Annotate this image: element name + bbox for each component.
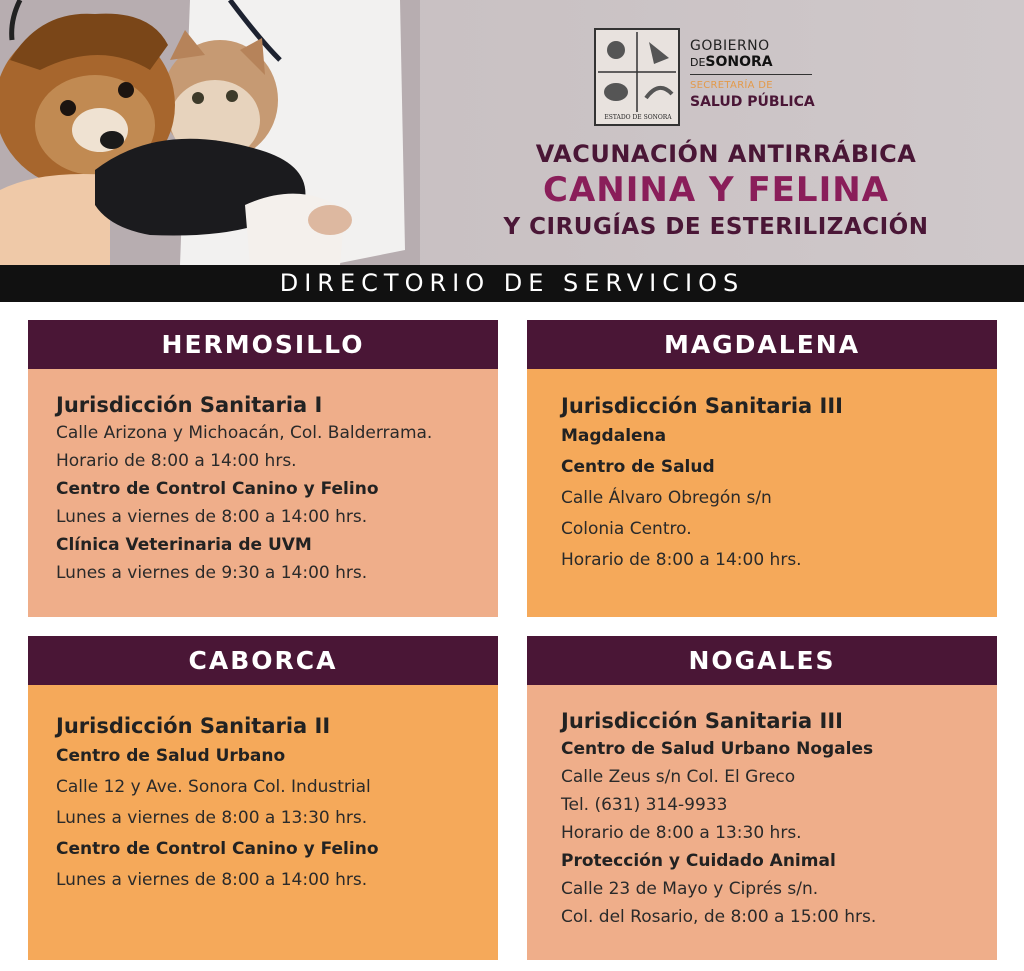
gov-de: DE	[690, 56, 706, 69]
card-line: Lunes a viernes de 9:30 a 14:00 hrs.	[56, 563, 368, 583]
card-line: Lunes a viernes de 8:00 a 13:30 hrs.	[56, 808, 368, 828]
directory-band: DIRECTORIO DE SERVICIOS	[0, 265, 1024, 302]
header-banner	[0, 0, 1024, 265]
card-line: Clínica Veterinaria de UVM	[56, 535, 312, 555]
card-line: Magdalena	[561, 426, 667, 446]
card-line: Horario de 8:00 a 14:00 hrs.	[561, 550, 802, 570]
card-body	[28, 685, 498, 960]
card-line: Lunes a viernes de 8:00 a 14:00 hrs.	[56, 507, 368, 527]
card-caborca	[28, 636, 498, 960]
title-line2: CANINA Y FELINA	[543, 170, 889, 210]
card-body	[28, 369, 498, 617]
card-line: Col. del Rosario, de 8:00 a 15:00 hrs.	[561, 907, 877, 927]
logo-divider	[690, 74, 812, 75]
title-line3: Y CIRUGÍAS DE ESTERILIZACIÓN	[503, 214, 929, 240]
card-line: Jurisdicción Sanitaria III	[561, 709, 843, 733]
card-line: Centro de Salud Urbano	[56, 746, 286, 766]
card-line: Horario de 8:00 a 13:30 hrs.	[561, 823, 802, 843]
card-line: Calle 12 y Ave. Sonora Col. Industrial	[56, 777, 371, 797]
card-line: Jurisdicción Sanitaria II	[56, 714, 331, 738]
card-nogales	[527, 636, 997, 960]
card-line: Centro de Control Canino y Felino	[56, 479, 379, 499]
gov-sonora: SONORA	[705, 54, 773, 70]
card-line: Horario de 8:00 a 14:00 hrs.	[56, 451, 297, 471]
card-line: Centro de Salud	[561, 457, 715, 477]
seal-text: ESTADO DE SONORA	[604, 114, 672, 121]
card-line: Colonia Centro.	[561, 519, 692, 539]
puppy-and-kitten-photo	[0, 0, 420, 265]
card-line: Calle 23 de Mayo y Ciprés s/n.	[561, 879, 819, 899]
government-logo	[594, 28, 854, 128]
sec-line2: SALUD PÚBLICA	[690, 94, 815, 110]
card-line: Jurisdicción Sanitaria III	[561, 394, 843, 418]
card-line: Centro de Control Canino y Felino	[56, 839, 379, 859]
gov-line1: GOBIERNO	[690, 38, 770, 54]
card-heading: CABORCA	[28, 636, 498, 685]
card-hermosillo	[28, 320, 498, 617]
card-line: Tel. (631) 314-9933	[561, 795, 728, 815]
card-heading: MAGDALENA	[527, 320, 997, 369]
card-heading: HERMOSILLO	[28, 320, 498, 369]
card-line: Lunes a viernes de 8:00 a 14:00 hrs.	[56, 870, 368, 890]
title-line1: VACUNACIÓN ANTIRRÁBICA	[535, 140, 917, 168]
card-body	[527, 369, 997, 617]
card-line: Calle Arizona y Michoacán, Col. Balderrama.	[56, 423, 433, 443]
card-body	[527, 685, 997, 960]
sec-line1: SECRETARÍA DE	[690, 80, 773, 91]
card-line: Centro de Salud Urbano Nogales	[561, 739, 874, 759]
card-line: Protección y Cuidado Animal	[561, 851, 836, 871]
card-magdalena	[527, 320, 997, 617]
card-line: Calle Álvaro Obregón s/n	[561, 488, 772, 508]
card-line: Calle Zeus s/n Col. El Greco	[561, 767, 796, 787]
card-heading: NOGALES	[527, 636, 997, 685]
gov-line2	[690, 54, 773, 70]
state-seal-icon	[594, 28, 680, 126]
card-line: Jurisdicción Sanitaria I	[56, 393, 323, 417]
